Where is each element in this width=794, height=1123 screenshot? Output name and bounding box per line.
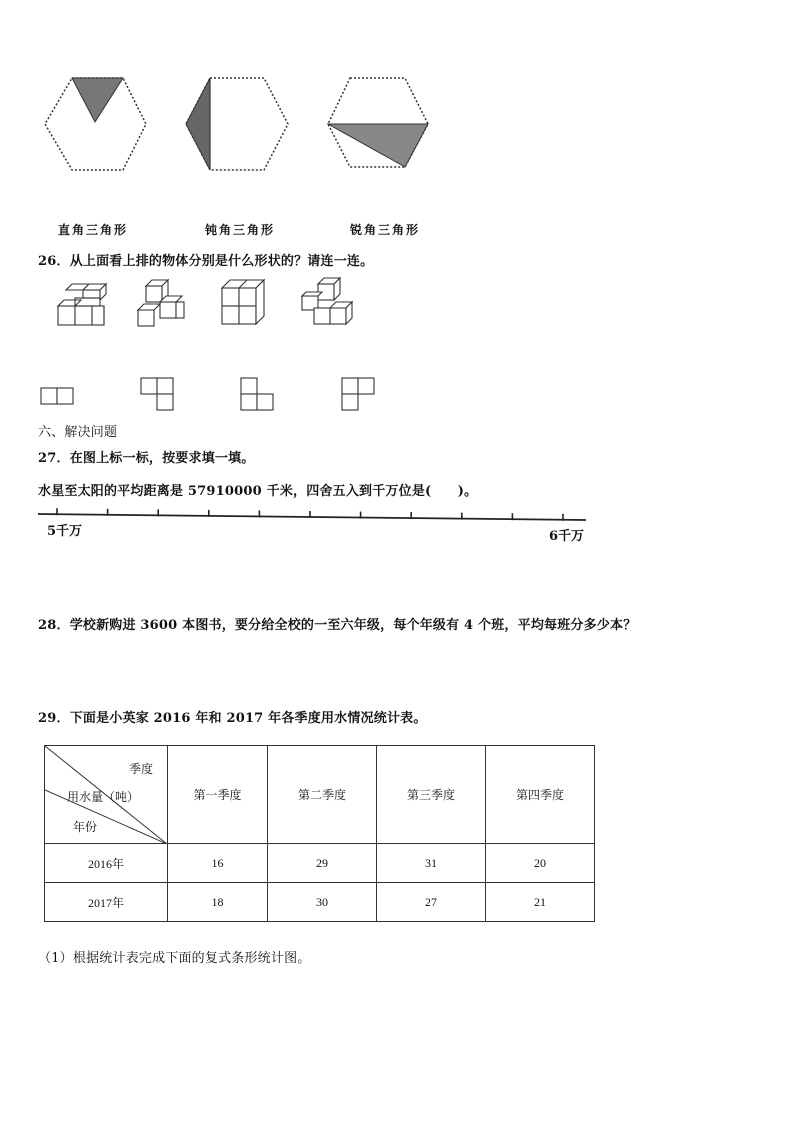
question-29-sub-1: （1）根据统计表完成下面的复式条形统计图。 <box>38 951 311 966</box>
question-27-sub: 水星至太阳的平均距离是 57910000 千米，四舍五入到千万位是( )。 <box>38 484 478 499</box>
header-q3: 第三季度 <box>377 746 486 844</box>
caption-acute-triangle: 锐角三角形 <box>350 223 421 237</box>
cell-2017-q3: 27 <box>377 883 486 922</box>
question-26: 26．从上面看上排的物体分别是什么形状的？请连一连。 <box>38 254 374 269</box>
water-usage-table <box>44 745 595 922</box>
top-view-3 <box>241 378 273 410</box>
question-29: 29．下面是小英家 2016 年和 2017 年各季度用水情况统计表。 <box>38 711 427 726</box>
cube-objects <box>0 272 380 336</box>
caption-obtuse-triangle: 钝角三角形 <box>205 223 276 237</box>
cube-object-2 <box>138 280 184 326</box>
header-q2: 第二季度 <box>268 746 377 844</box>
header-q1: 第一季度 <box>168 746 268 844</box>
cell-2016-q3: 31 <box>377 844 486 883</box>
top-view-4 <box>342 378 374 410</box>
table-row <box>45 883 595 922</box>
question-27: 27．在图上标一标，按要求填一填。 <box>38 451 255 466</box>
caption-right-triangle: 直角三角形 <box>58 223 129 237</box>
cell-2017-q4: 21 <box>486 883 595 922</box>
top-view-1 <box>41 388 73 404</box>
table-corner-cell <box>45 746 168 844</box>
corner-label-year: 年份 <box>73 820 98 834</box>
hexagon-figures <box>0 70 460 180</box>
cube-object-3 <box>222 280 264 324</box>
cell-2016-q1: 16 <box>168 844 268 883</box>
cell-2017-q1: 18 <box>168 883 268 922</box>
number-line <box>0 500 600 530</box>
cube-object-4 <box>302 278 352 324</box>
hexagon-acute-triangle <box>328 78 428 167</box>
row-year-2016: 2016年 <box>45 844 168 883</box>
number-line-end-label: 6千万 <box>549 529 585 544</box>
top-views <box>0 372 380 416</box>
row-year-2017: 2017年 <box>45 883 168 922</box>
number-line-start-label: 5千万 <box>47 524 83 539</box>
table-row <box>45 844 595 883</box>
question-28: 28．学校新购进 3600 本图书，要分给全校的一至六年级，每个年级有 4 个班，平均每班分多少本？ <box>38 618 637 633</box>
header-q4: 第四季度 <box>486 746 595 844</box>
section-6-title: 六、解决问题 <box>38 425 118 440</box>
table-header-row <box>45 746 595 844</box>
corner-label-quarter: 季度 <box>129 762 154 776</box>
cell-2017-q2: 30 <box>268 883 377 922</box>
cell-2016-q2: 29 <box>268 844 377 883</box>
cube-object-1 <box>58 284 106 325</box>
hexagon-right-triangle <box>45 78 146 170</box>
corner-label-water: 用水量（吨） <box>67 790 140 804</box>
cell-2016-q4: 20 <box>486 844 595 883</box>
hexagon-obtuse-triangle <box>186 78 288 170</box>
top-view-2 <box>141 378 173 410</box>
